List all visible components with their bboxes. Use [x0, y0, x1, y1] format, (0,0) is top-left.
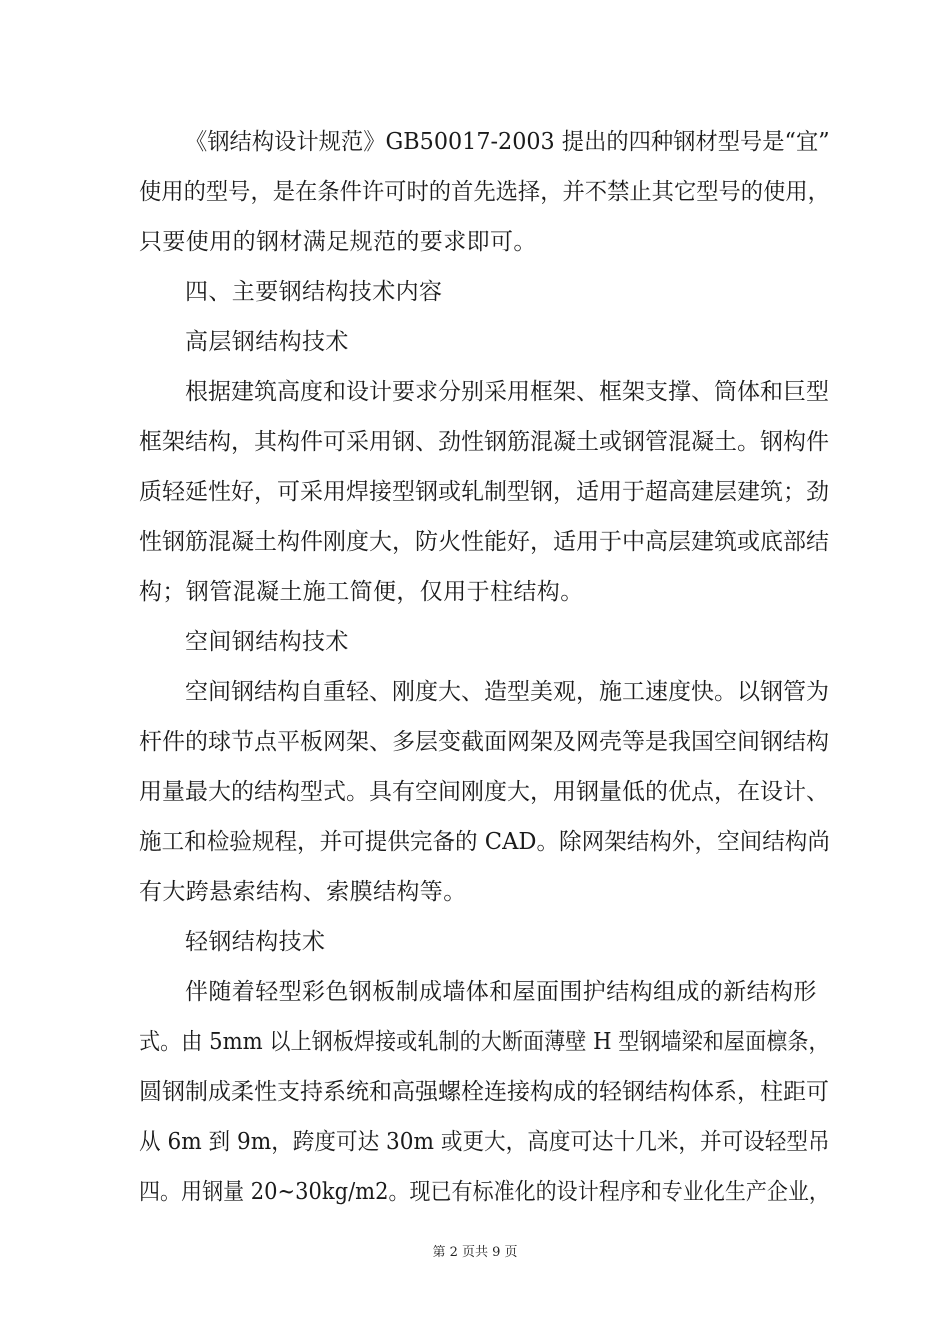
section-heading: 四、主要钢结构技术内容: [185, 279, 443, 305]
subsection-heading: 空间钢结构技术: [185, 629, 349, 655]
body-line: 施工和检验规程，并可提供完备的 CAD。除网架结构外，空间结构尚: [139, 829, 830, 855]
body-line: 构；钢管混凝土施工简便，仅用于柱结构。: [139, 579, 584, 605]
subsection-heading: 高层钢结构技术: [185, 329, 349, 355]
body-line: 《钢结构设计规范》GB50017-2003 提出的四种钢材型号是“宜”: [185, 129, 830, 155]
body-line: 使用的型号，是在条件许可时的首先选择，并不禁止其它型号的使用，: [139, 179, 830, 205]
subsection-heading: 轻钢结构技术: [185, 929, 326, 955]
body-line: 伴随着轻型彩色钢板制成墙体和屋面围护结构组成的新结构形: [185, 979, 817, 1005]
body-line: 质轻延性好，可采用焊接型钢或轧制型钢，适用于超高建层建筑；劲: [139, 479, 829, 505]
body-line: 空间钢结构自重轻、刚度大、造型美观，施工速度快。以钢管为: [185, 679, 829, 705]
body-line: 用量最大的结构型式。具有空间刚度大，用钢量低的优点，在设计、: [139, 779, 829, 805]
body-line: 有大跨悬索结构、索膜结构等。: [139, 879, 467, 905]
body-line: 只要使用的钢材满足规范的要求即可。: [139, 229, 537, 255]
body-line: 四。用钢量 20~30kg/m2。现已有标准化的设计程序和专业化生产企业，: [139, 1179, 830, 1205]
body-line: 框架结构，其构件可采用钢、劲性钢筋混凝土或钢管混凝土。钢构件: [139, 429, 829, 455]
body-line: 从 6m 到 9m，跨度可达 30m 或更大，高度可达十几米，并可设轻型吊: [139, 1129, 830, 1155]
body-line: 杆件的球节点平板网架、多层变截面网架及网壳等是我国空间钢结构: [139, 729, 829, 755]
page-number-footer: 第 2 页共 9 页: [432, 1245, 518, 1260]
body-line: 圆钢制成柔性支持系统和高强螺栓连接构成的轻钢结构体系，柱距可: [139, 1079, 829, 1105]
body-line: 根据建筑高度和设计要求分别采用框架、框架支撑、筒体和巨型: [185, 379, 829, 405]
body-line: 式。由 5mm 以上钢板焊接或轧制的大断面薄壁 H 型钢墙梁和屋面檩条，: [139, 1029, 830, 1055]
body-line: 性钢筋混凝土构件刚度大，防火性能好，适用于中高层建筑或底部结: [139, 529, 829, 555]
